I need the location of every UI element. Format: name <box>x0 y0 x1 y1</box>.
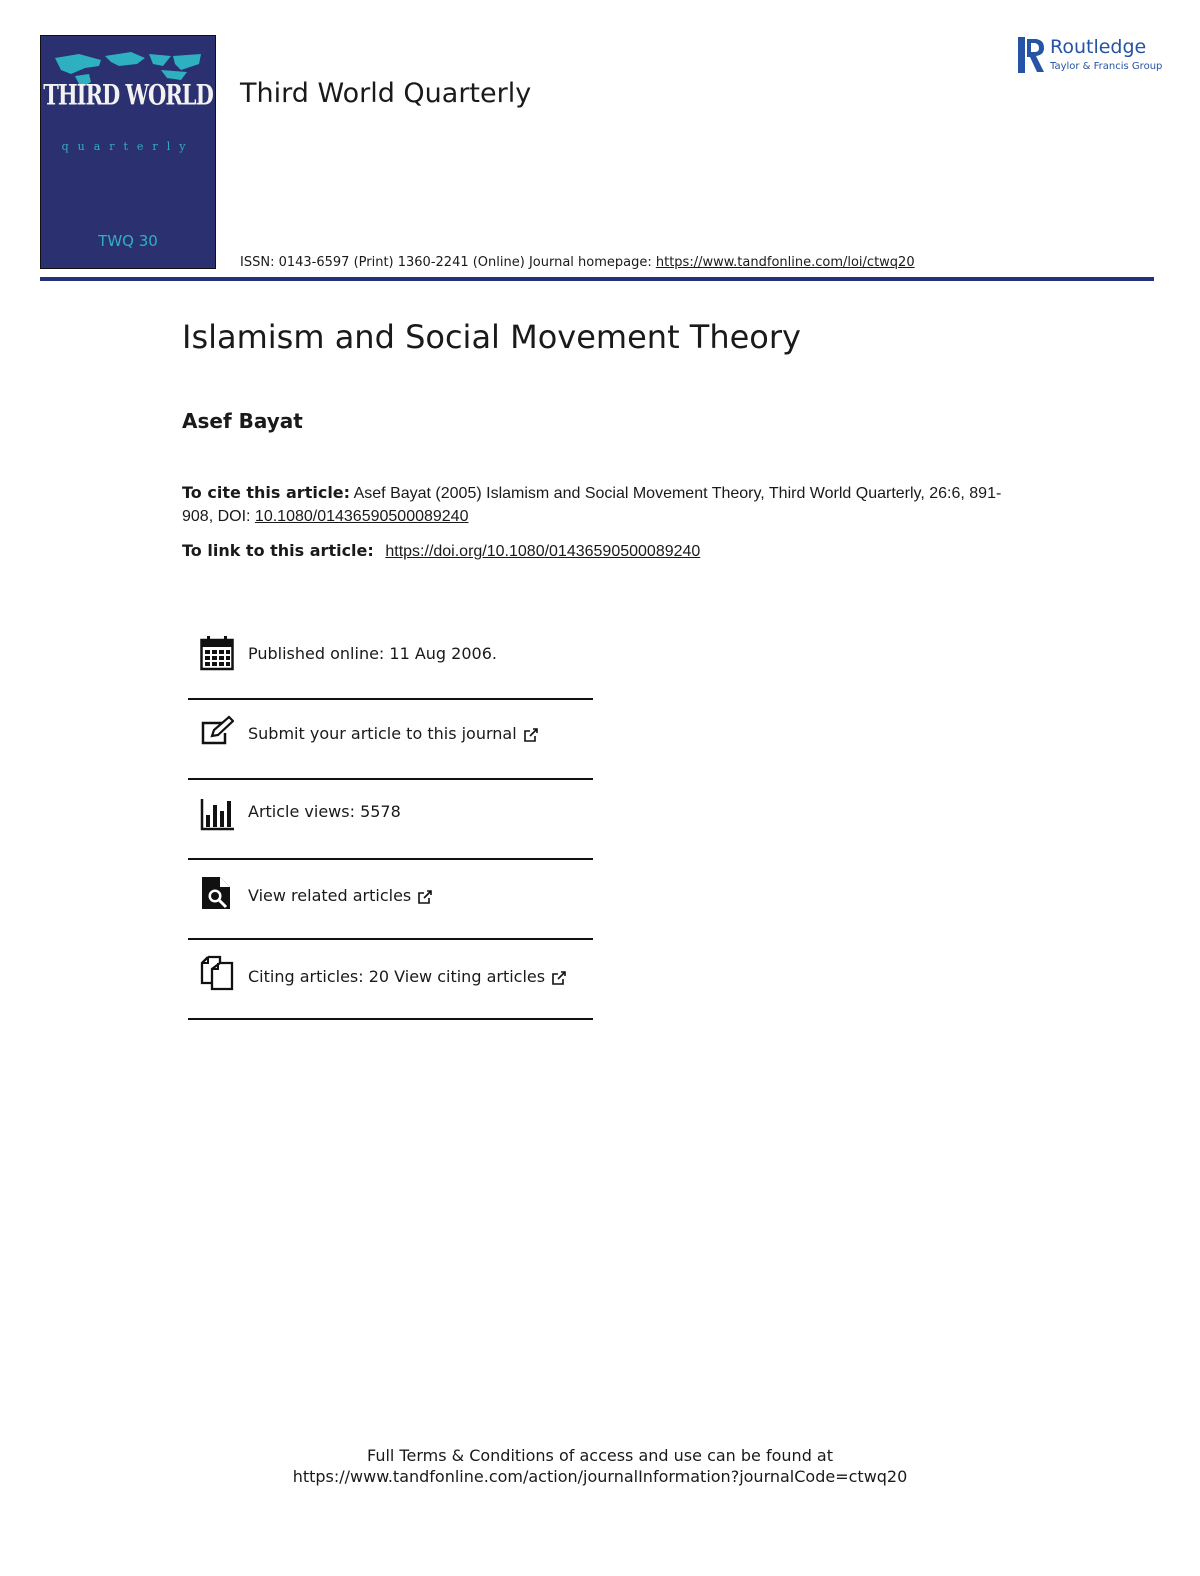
article-title: Islamism and Social Movement Theory <box>182 318 801 356</box>
publisher-group: Taylor & Francis Group <box>1050 61 1163 72</box>
info-item-views <box>188 780 593 860</box>
info-item-citing[interactable] <box>188 940 593 1020</box>
article-views-text: Article views: 5578 <box>248 802 401 821</box>
external-link-icon <box>551 970 567 986</box>
search-document-icon <box>200 875 234 911</box>
edit-icon <box>200 715 234 751</box>
journal-homepage-link[interactable]: https://www.tandfonline.com/loi/ctwq20 <box>655 255 915 270</box>
journal-title: Third World Quarterly <box>240 78 532 109</box>
citation-block <box>182 481 1002 528</box>
journal-cover-image <box>40 35 216 269</box>
citing-documents-icon <box>200 955 234 991</box>
article-link-label: To link to this article: <box>182 541 380 560</box>
citing-articles-text: Citing articles: 20 View citing articles <box>248 967 546 986</box>
article-link-block <box>182 541 700 561</box>
header-divider <box>40 277 1154 281</box>
terms-footer <box>0 1445 1200 1487</box>
bar-chart-icon <box>200 795 234 831</box>
article-link-url[interactable]: https://doi.org/10.1080/01436590500089240 <box>385 543 701 560</box>
issn-text: ISSN: 0143-6597 (Print) 1360-2241 (Online) Journal homepage: <box>240 255 656 270</box>
doi-link[interactable]: 10.1080/01436590500089240 <box>254 508 469 525</box>
view-related-articles-text: View related articles <box>248 886 412 905</box>
publisher-logo[interactable] <box>1016 35 1166 77</box>
submit-article-text: Submit your article to this journal <box>248 724 517 743</box>
footer-terms-url[interactable]: https://www.tandfonline.com/action/journalInformation?journalCode=ctwq20 <box>292 1467 908 1486</box>
cover-subtitle: quarterly <box>61 140 195 153</box>
cover-tag: TWQ 30 <box>98 232 158 250</box>
submit-article-link[interactable] <box>248 724 539 743</box>
publisher-name: Routledge <box>1050 36 1147 58</box>
citing-articles-link[interactable] <box>248 967 567 986</box>
external-link-icon <box>523 727 539 743</box>
published-online-text: Published online: 11 Aug 2006. <box>248 644 497 663</box>
view-related-articles-link[interactable] <box>248 886 433 905</box>
external-link-icon <box>417 889 433 905</box>
routledge-logo-icon <box>1016 35 1046 77</box>
info-item-submit[interactable] <box>188 700 593 780</box>
info-item-published <box>188 620 593 700</box>
article-author: Asef Bayat <box>182 409 303 433</box>
info-item-related[interactable] <box>188 860 593 940</box>
citation-text: Asef Bayat (2005) Islamism and Social Movement Theory, Third World Quarterly, 26:6, 891-908, DOI: <box>182 485 1002 525</box>
cover-title: THIRD WORLD <box>43 77 213 112</box>
citation-label: To cite this article: <box>182 483 351 502</box>
footer-terms-text: Full Terms & Conditions of access and use can be found at <box>366 1446 834 1465</box>
article-info-list <box>188 620 593 1020</box>
issn-line <box>240 255 915 270</box>
calendar-icon <box>200 635 234 671</box>
